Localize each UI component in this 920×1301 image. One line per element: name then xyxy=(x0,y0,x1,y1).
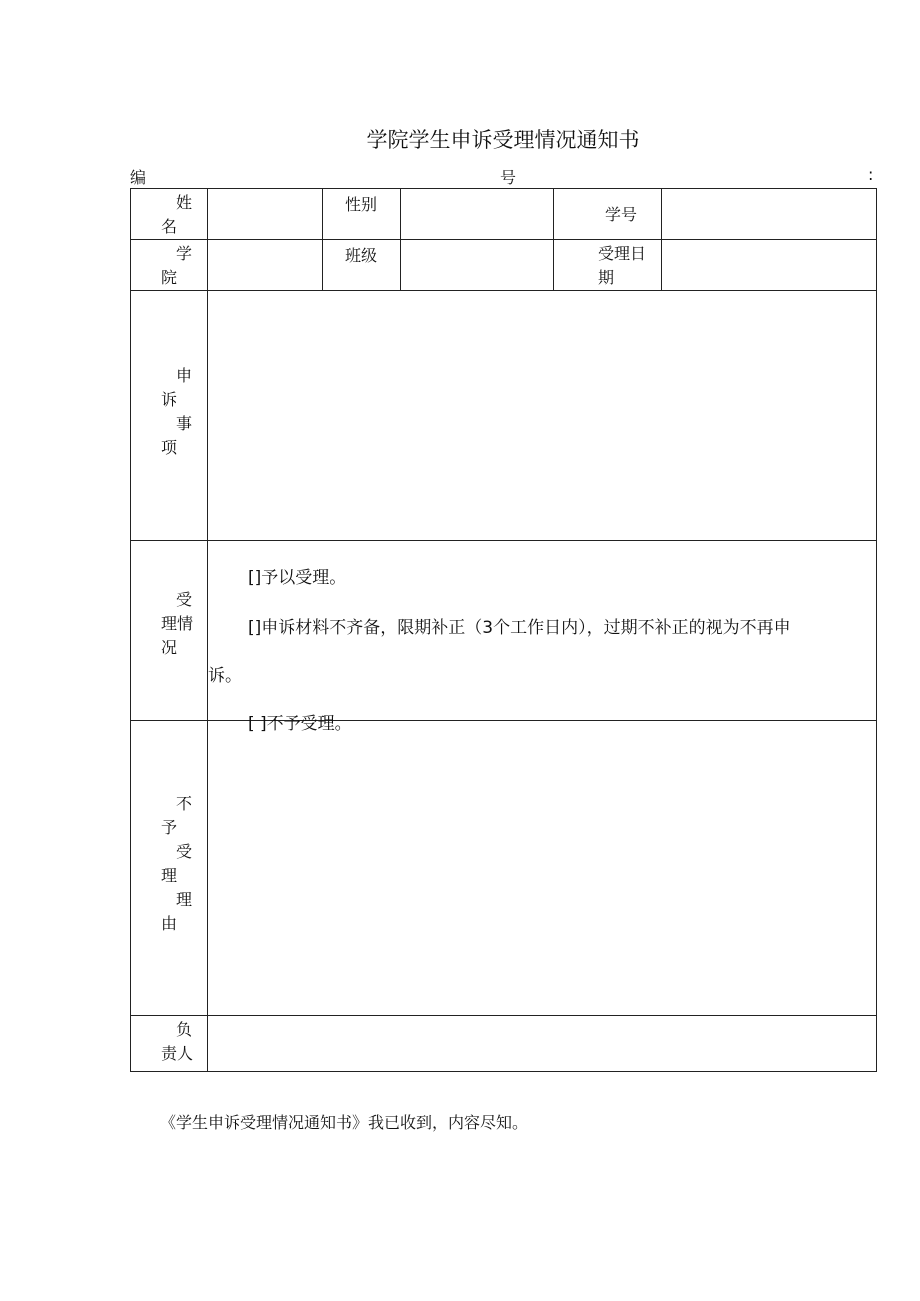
class-value-cell[interactable] xyxy=(401,240,554,291)
gender-label: 性别 xyxy=(345,195,378,214)
college-label-line2: 院 xyxy=(161,268,178,287)
serial-label-left: 编 xyxy=(130,168,147,187)
notice-form-table xyxy=(130,188,877,1072)
rejection-reason-content-cell[interactable] xyxy=(208,721,877,1016)
class-label-cell xyxy=(323,240,401,291)
rejection-reason-char: 不 xyxy=(176,794,193,813)
rejection-reason-label-cell xyxy=(131,721,208,1016)
option-reject[interactable]: [ ]不予受理。 xyxy=(248,714,352,734)
appeal-matter-content-cell[interactable] xyxy=(208,291,877,541)
name-label-line2: 名 xyxy=(161,217,178,236)
college-label-line1: 学 xyxy=(176,244,193,263)
serial-label-middle: 号 xyxy=(500,168,517,187)
name-label-cell xyxy=(131,189,208,240)
rejection-reason-char: 予 xyxy=(161,818,178,837)
name-label-line1: 姓 xyxy=(176,193,193,212)
accept-date-value-cell[interactable] xyxy=(662,240,877,291)
student-id-label: 学号 xyxy=(605,205,638,224)
accept-date-label-line1: 受理日 xyxy=(598,244,647,263)
acceptance-status-char: 理情 xyxy=(161,613,194,633)
receipt-acknowledgement: 《学生申诉受理情况通知书》我已收到，内容尽知。 xyxy=(160,1113,529,1132)
rejection-reason-char: 理 xyxy=(176,890,193,909)
college-label-cell xyxy=(131,240,208,291)
appeal-matter-char: 申 xyxy=(176,365,193,385)
rejection-reason-char: 由 xyxy=(161,914,178,933)
responsible-label-cell xyxy=(131,1016,208,1072)
gender-label-cell xyxy=(323,189,401,240)
responsible-label-line1: 负 xyxy=(176,1020,193,1039)
student-id-label-cell xyxy=(554,189,662,240)
option-incomplete-materials[interactable]: []申诉材料不齐备，限期补正（3个工作日内），过期不补正的视为不再申 xyxy=(248,618,791,638)
document-title: 学院学生申诉受理情况通知书 xyxy=(366,128,640,152)
name-value-cell[interactable] xyxy=(208,189,323,240)
serial-label-right: : xyxy=(868,165,874,184)
responsible-content-cell[interactable] xyxy=(208,1016,877,1072)
accept-date-label-line2: 期 xyxy=(598,268,615,287)
student-id-value-cell[interactable] xyxy=(662,189,877,240)
appeal-matter-char: 诉 xyxy=(161,389,178,409)
acceptance-status-char: 受 xyxy=(176,589,193,609)
rejection-reason-char: 理 xyxy=(161,866,178,885)
acceptance-status-char: 况 xyxy=(161,637,178,657)
appeal-matter-char: 项 xyxy=(161,437,178,457)
responsible-label-line2: 责人 xyxy=(161,1044,194,1063)
acceptance-options-cell xyxy=(208,541,877,734)
acceptance-status-label-cell xyxy=(131,541,208,721)
gender-value-cell[interactable] xyxy=(401,189,554,240)
college-value-cell[interactable] xyxy=(208,240,323,291)
accept-date-label-cell xyxy=(554,240,662,291)
class-label: 班级 xyxy=(345,246,378,265)
option-accept[interactable]: []予以受理。 xyxy=(248,568,347,588)
option-incomplete-materials-cont: 诉。 xyxy=(208,666,242,686)
rejection-reason-char: 受 xyxy=(176,842,193,861)
appeal-matter-label-cell xyxy=(131,291,208,541)
appeal-matter-char: 事 xyxy=(176,413,193,433)
